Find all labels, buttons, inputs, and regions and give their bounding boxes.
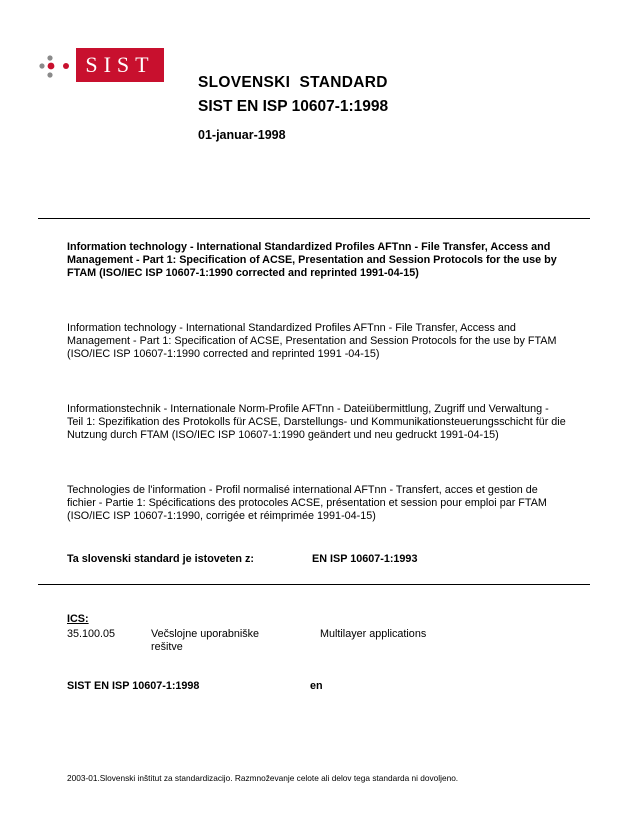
language-code: en bbox=[310, 680, 323, 692]
title-german: Informationstechnik - Internationale Norm-Profile AFTnn - Dateiübermittlung, Zugriff und Verwaltung - Teil 1: Spezifikation des Protokolls für ACSE, Darstellungs- und Kommunikationsteuerungsschicht für die Nutzung durch FTAM (ISO/IEC ISP 10607-1:1990 geändert und neu gedruckt 1991-04-15) bbox=[67, 403, 566, 442]
top-divider bbox=[38, 218, 590, 219]
title-english-bold: Information technology - International Standardized Profiles AFTnn - File Transfer, Access and Management - Part 1: Specification of ACSE, Presentation and Session Protocols for the use by FTAM (ISO/IEC ISP 10607-1:1990 corrected and reprinted 1991-04-15) bbox=[67, 241, 557, 280]
standard-id-footer: SIST EN ISP 10607-1:1998 bbox=[67, 680, 200, 692]
ics-description-slovenian: Večslojne uporabniške rešitve bbox=[151, 628, 260, 654]
sist-logo-text: SIST bbox=[85, 52, 155, 77]
bottom-divider bbox=[38, 584, 590, 585]
identical-value: EN ISP 10607-1:1993 bbox=[312, 553, 418, 565]
title-french: Technologies de l'information - Profil normalisé international AFTnn - Transfert, acces et gestion de fichier - Partie 1: Spécifications des protocoles ACSE, présentation et session pour emploi par FTAM (ISO/IEC ISP 10607-1:1990, corrigée et réimprimée 1991-04-15) bbox=[67, 484, 547, 523]
ics-description-english: Multilayer applications bbox=[320, 628, 427, 640]
standard-id-heading: SIST EN ISP 10607-1:1998 bbox=[198, 98, 389, 115]
sist-logo bbox=[76, 48, 164, 82]
ics-label: ICS: bbox=[67, 613, 89, 625]
copyright-footer: 2003-01.Slovenski inštitut za standardizacijo. Razmnoževanje celote ali delov tega standarda ni dovoljeno. bbox=[67, 773, 459, 783]
identical-label: Ta slovenski standard je istoveten z: bbox=[67, 553, 255, 565]
publication-date: 01-januar-1998 bbox=[198, 128, 286, 142]
ics-code: 35.100.05 bbox=[67, 628, 116, 640]
sist-logo-dots-icon bbox=[38, 53, 74, 83]
document-title: SLOVENSKI STANDARD bbox=[198, 74, 388, 91]
title-english: Information technology - International Standardized Profiles AFTnn - File Transfer, Access and Management - Part 1: Specification of ACSE, Presentation and Session Protocols for the use by FTAM (ISO/IEC ISP 10607-1:1990 corrected and reprinted 1991 -04-15) bbox=[67, 322, 557, 361]
